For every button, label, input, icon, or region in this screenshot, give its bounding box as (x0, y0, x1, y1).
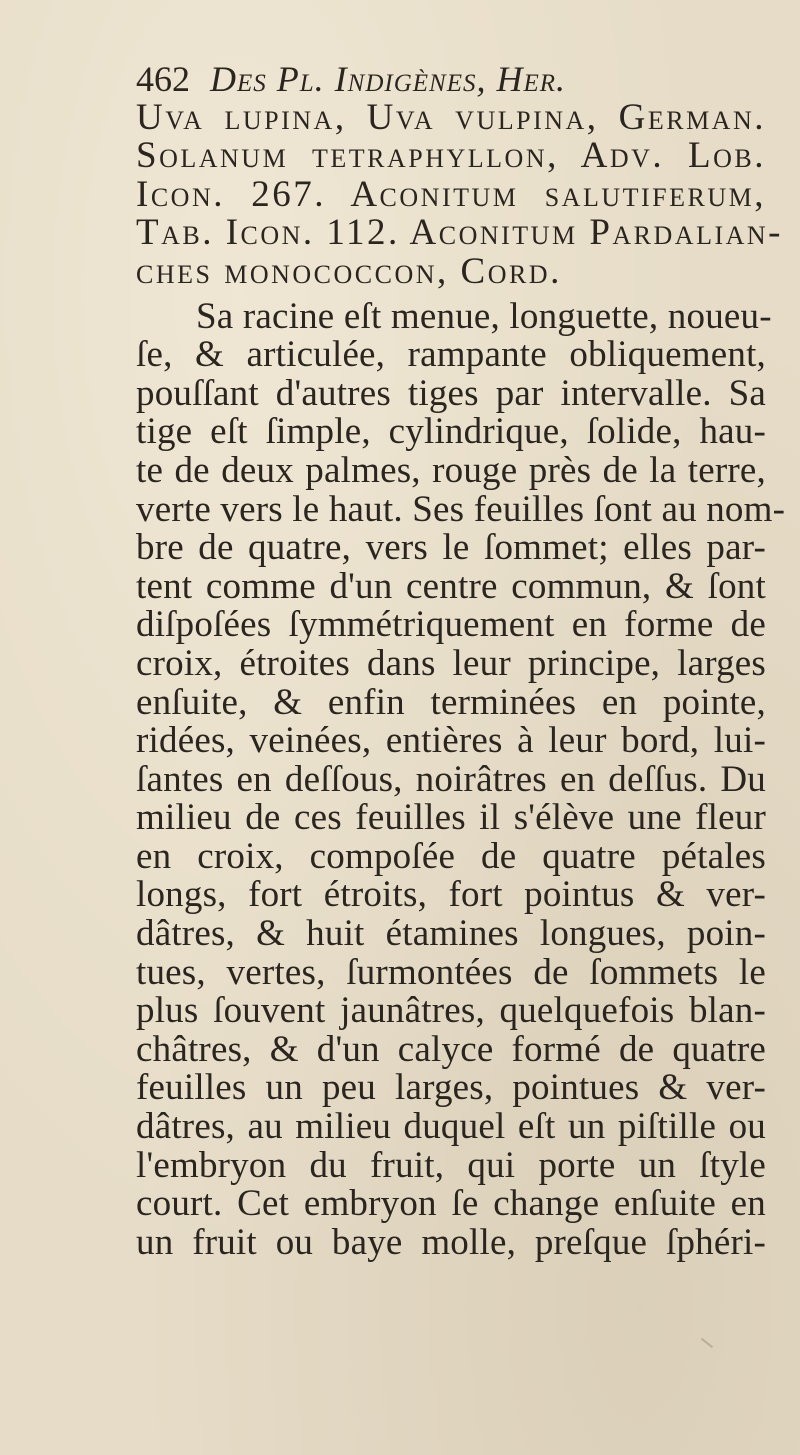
synonym-line-1: Uva lupina, Uva vulpina, German. (136, 96, 766, 138)
body-line-19: plus ſouvent jaunâtres, quelquefois blan- (136, 990, 766, 1032)
synonym-line-5: ches monococcon, Cord. (136, 250, 562, 292)
running-head-title: Des Pl. Indigènes, Her. (210, 59, 567, 99)
body-line-7: bre de quatre, vers le ſommet; elles par- (136, 527, 766, 569)
body-line-13: ſantes en deſſous, noirâtres en deſſus. Du (136, 758, 766, 800)
body-line-20: châtres, & d'un calyce formé de quatre (136, 1028, 766, 1070)
body-line-22: dâtres, au milieu duquel eſt un piſtille ou (136, 1106, 766, 1148)
synonym-line-2: Solanum tetraphyllon, Adv. Lob. (136, 135, 766, 177)
page-number: 462 (136, 59, 190, 99)
body-line-5: te de deux palmes, rouge près de la terre, (136, 449, 766, 491)
body-line-10: croix, étroites dans leur principe, larges (136, 642, 766, 684)
paper-speck (701, 1338, 713, 1348)
body-line-11: enſuite, & enfin terminées en pointe, (136, 681, 766, 723)
body-line-16: longs, fort étroits, fort pointus & ver- (136, 874, 766, 916)
body-line-2: ſe, & articulée, rampante obliquement, (136, 334, 766, 376)
body-line-6: verte vers le haut. Ses feuilles ſont au nom- (136, 488, 786, 530)
body-line-25: un fruit ou baye molle, preſque ſphéri- (136, 1221, 766, 1263)
body-line-12: ridées, veinées, entières à leur bord, lui- (136, 720, 766, 762)
synonym-line-3: Icon. 267. Aconitum salutiferum, (136, 173, 766, 215)
running-head (136, 60, 766, 99)
body-line-18: tues, vertes, ſurmontées de ſommets le (136, 951, 766, 993)
body-line-23: l'embryon du fruit, qui porte un ſtyle (136, 1144, 766, 1186)
synonym-line-4: Tab. Icon. 112. Aconitum Pardalian- (136, 212, 783, 254)
body-line-9: diſpoſées ſymmétriquement en forme de (136, 604, 766, 646)
body-line-21: feuilles un peu larges, pointues & ver- (136, 1067, 766, 1109)
body-line-8: tent comme d'un centre commun, & ſont (136, 565, 766, 607)
body-line-24: court. Cet embryon ſe change enſuite en (136, 1183, 766, 1225)
body-line-3: pouſſant d'autres tiges par intervalle. Sa (136, 372, 766, 414)
body-line-1: Sa racine eſt menue, longuette, noueu- (196, 295, 772, 337)
body-line-4: tige eſt ſimple, cylindrique, ſolide, hau- (136, 411, 766, 453)
body-line-14: milieu de ces feuilles il s'élève une fleur (136, 797, 766, 839)
page-text (136, 59, 786, 1263)
body-line-17: dâtres, & huit étamines longues, poin- (136, 913, 766, 955)
body-line-15: en croix, compoſée de quatre pétales (136, 835, 766, 877)
